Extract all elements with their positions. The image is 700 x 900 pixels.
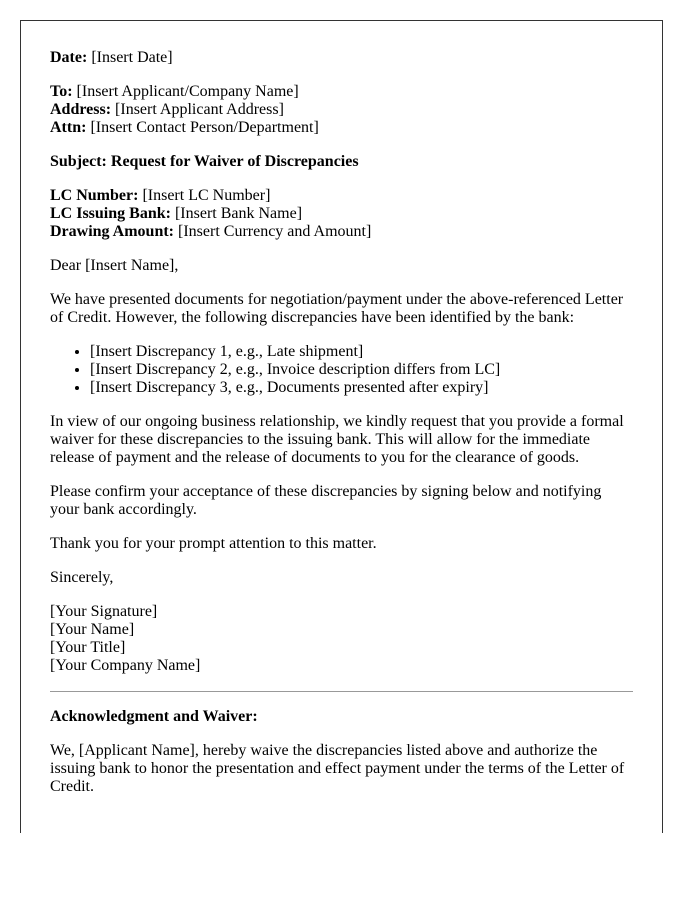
salutation: Dear [Insert Name],	[50, 257, 179, 274]
letter-document	[20, 20, 663, 833]
list-item: • [Insert Discrepancy 3, e.g., Documents presented after expiry]	[90, 379, 633, 397]
thanks-paragraph: Thank you for your prompt attention to this matter.	[50, 535, 377, 552]
recipient-block: To: [Insert Applicant/Company Name] Address: [Insert Applicant Address] Attn: [Insert Contact Person/Department]	[50, 83, 319, 136]
closing: Sincerely,	[50, 569, 114, 586]
lc-details: LC Number: [Insert LC Number] LC Issuing Bank: [Insert Bank Name] Drawing Amount: [Insert Currency and Amount]	[50, 187, 372, 240]
divider	[50, 691, 633, 692]
list-item: • [Insert Discrepancy 1, e.g., Late shipment]	[90, 343, 633, 361]
list-item: • [Insert Discrepancy 2, e.g., Invoice description differs from LC]	[90, 361, 633, 379]
subject-line: Subject: Request for Waiver of Discrepancies	[50, 153, 359, 170]
date-line: Date: [Insert Date]	[50, 49, 173, 66]
acknowledgment-heading: Acknowledgment and Waiver:	[50, 708, 258, 725]
confirm-paragraph: Please confirm your acceptance of these discrepancies by signing below and notifying your bank accordingly.	[50, 483, 602, 518]
acknowledgment-text: We, [Applicant Name], hereby waive the discrepancies listed above and authorize the issuing bank to honor the presentation and effect payment under the terms of the Letter of Credit.	[50, 742, 625, 795]
signature-block: [Your Signature] [Your Name] [Your Title] [Your Company Name]	[50, 603, 201, 674]
discrepancy-list	[50, 343, 633, 397]
request-paragraph: In view of our ongoing business relationship, we kindly request that you provide a formal waiver for these discrepancies to the issuing bank. This will allow for the immediate release of payment and the release of documents to you for the clearance of goods.	[50, 413, 624, 466]
intro-paragraph: We have presented documents for negotiation/payment under the above-referenced Letter of Credit. However, the following discrepancies have been identified by the bank:	[50, 291, 624, 326]
